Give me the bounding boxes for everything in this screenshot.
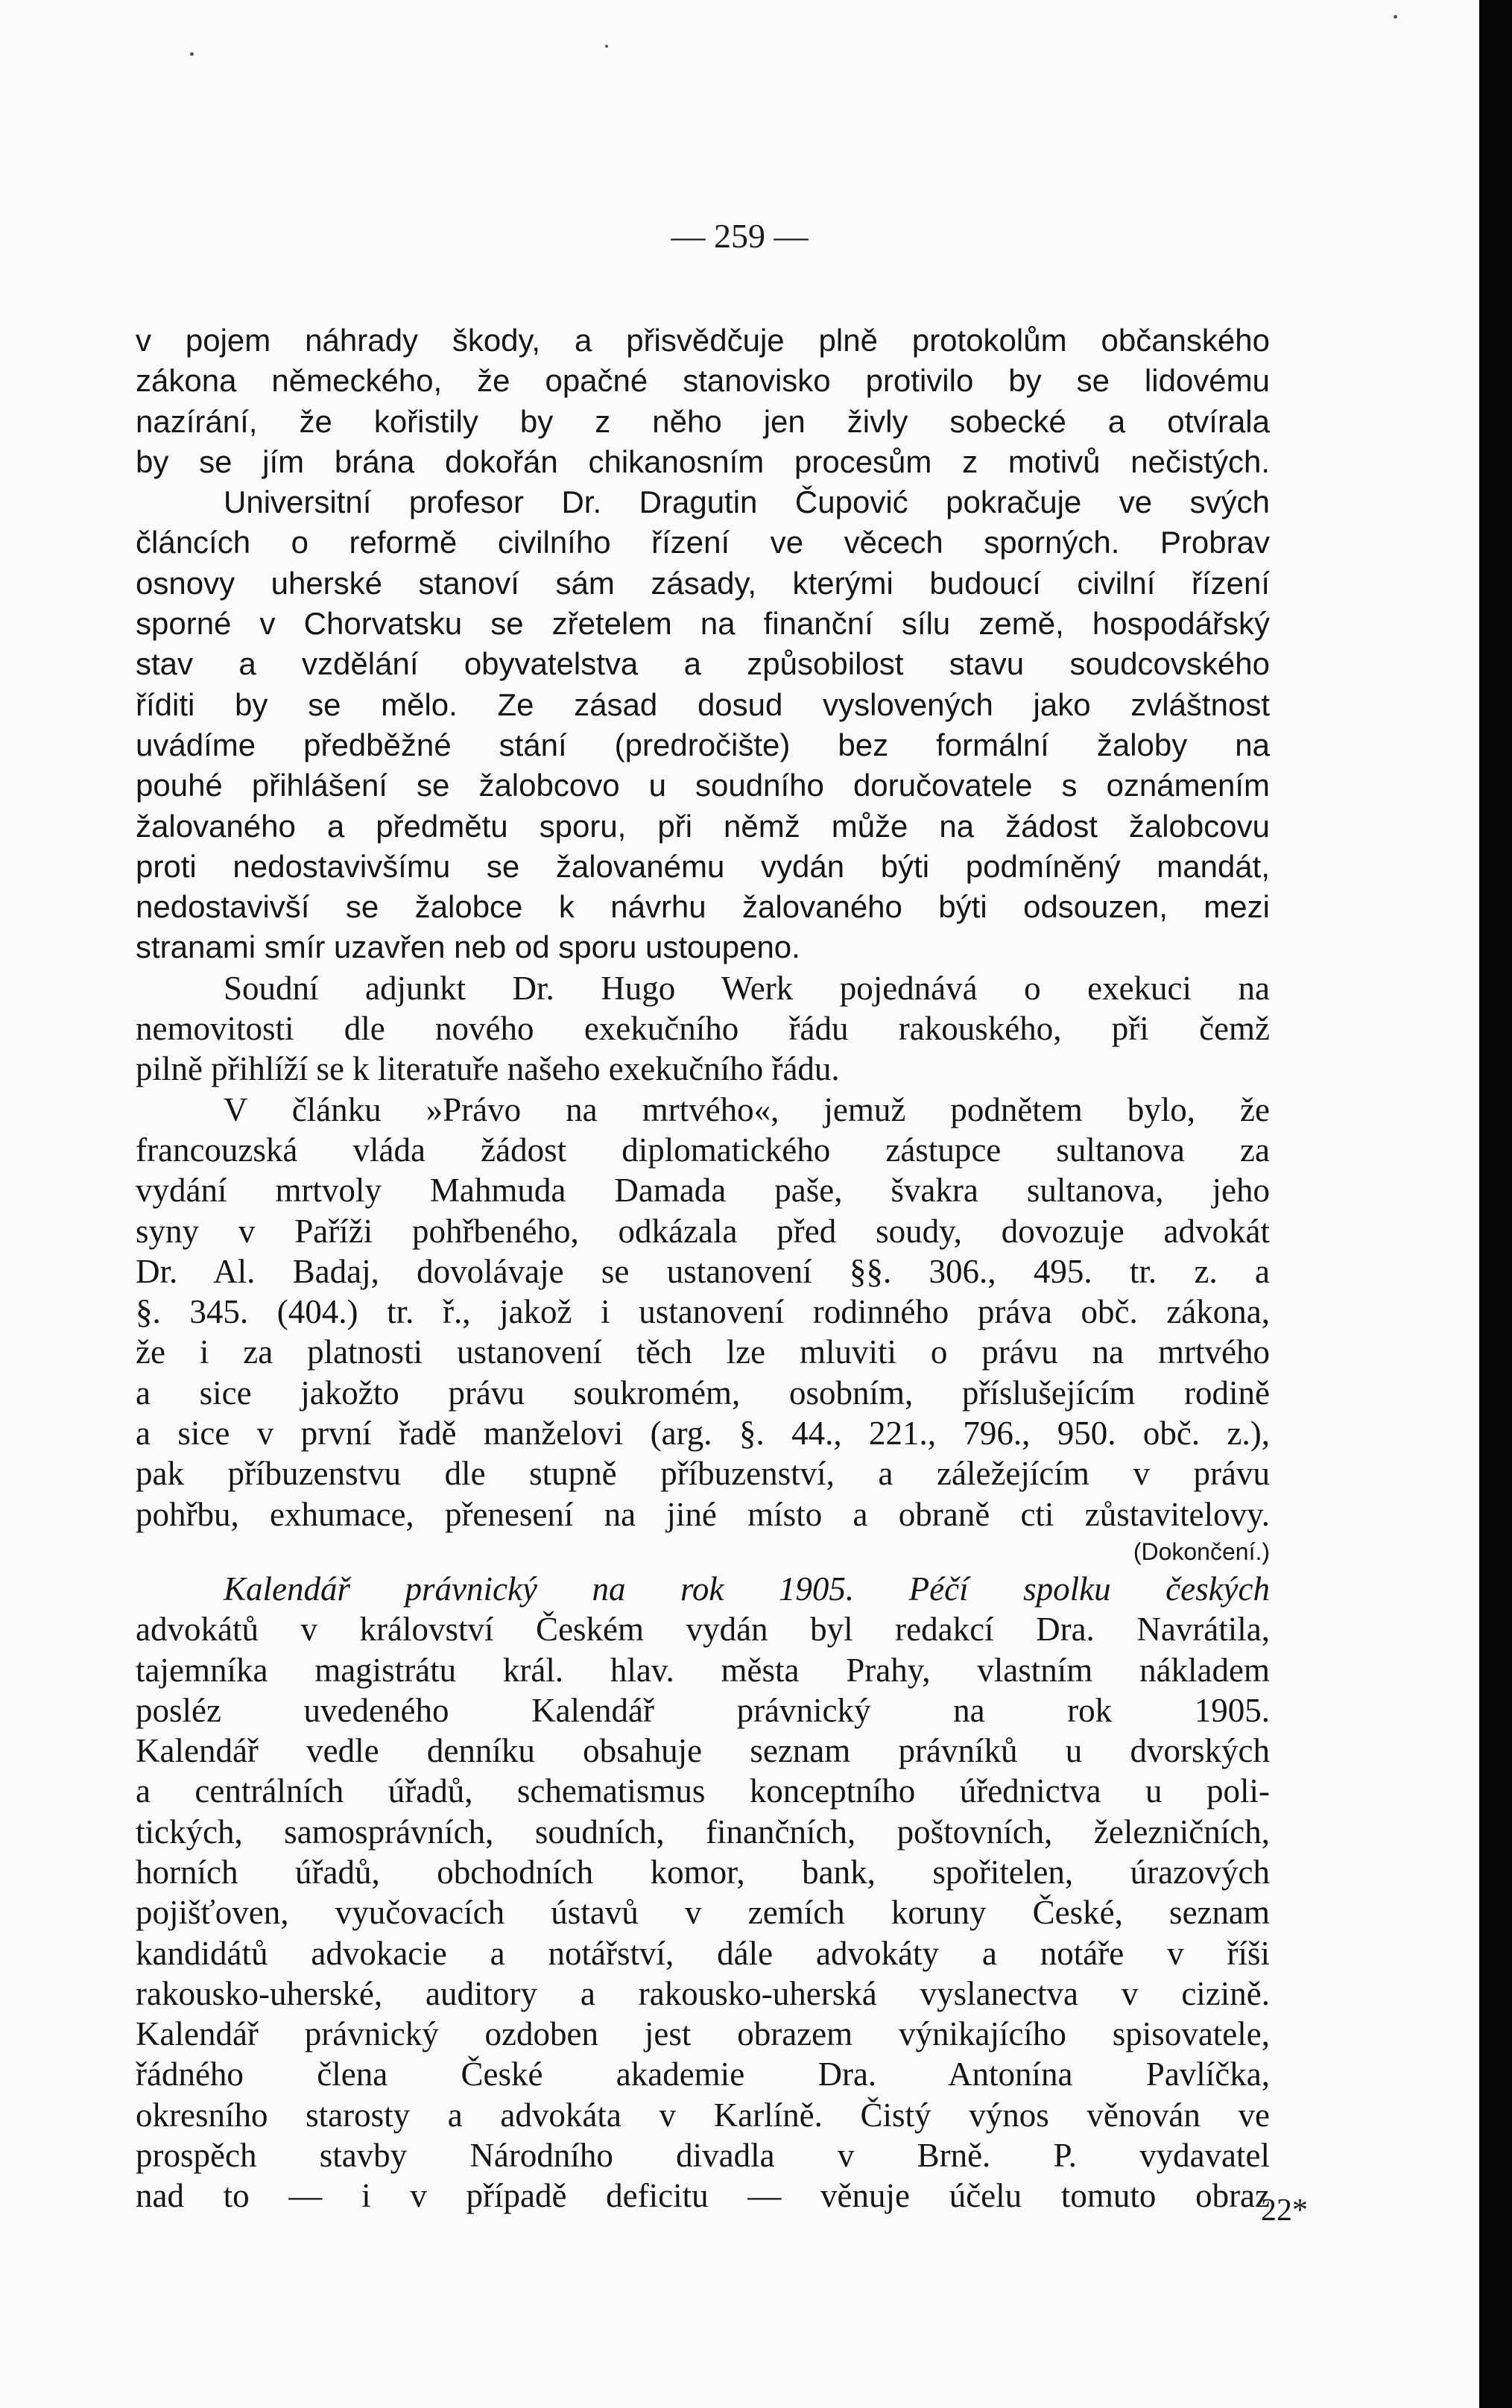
text-line: V článku »Právo na mrtvého«, jemuž podnětem bylo, že — [224, 1090, 1270, 1128]
text-line: tajemníka magistrátu král. hlav. města Prahy, vlastním nákladem — [136, 1651, 1270, 1689]
text-line: Kalendář právnický ozdoben jest obrazem výnikajícího spisovatele, — [136, 2015, 1270, 2053]
text-line: tických, samosprávních, soudních, finančních, poštovních, železničních, — [136, 1813, 1270, 1851]
scan-speck — [605, 45, 608, 48]
signature-mark: 22* — [1261, 2193, 1308, 2228]
text-line: stav a vzdělání obyvatelstva a způsobilost stavu soudcovského — [136, 646, 1270, 682]
text-line: nad to — i v případě deficitu — věnuje účelu tomuto obraz — [136, 2177, 1270, 2215]
text-line: rakousko-uherské, auditory a rakousko-uherská vyslanectva v cizině. — [136, 1974, 1270, 2012]
text-line: Soudní adjunkt Dr. Hugo Werk pojednává o exekuci na — [224, 969, 1270, 1007]
text-line: francouzská vláda žádost diplomatického zástupce sultanova za — [136, 1131, 1270, 1169]
text-line: a sice jakožto právu soukromém, osobním, příslušejícím rodině — [136, 1374, 1270, 1412]
text-line: pouhé přihlášení se žalobcovo u soudního doručovatele s oznámením — [136, 768, 1270, 803]
scan-speck — [1394, 15, 1397, 19]
text-line: zákona německého, že opačné stanovisko protivilo by se lidovému — [136, 363, 1270, 399]
text-line: prospěch stavby Národního divadla v Brně. P. vydavatel — [136, 2137, 1270, 2175]
scan-speck — [190, 52, 194, 56]
text-line: Universitní profesor Dr. Dragutin Čupović pokračuje ve svých — [224, 484, 1270, 520]
text-line: osnovy uherské stanoví sám zásady, kterými budoucí civilní řízení — [136, 565, 1270, 601]
text-line: okresního starosty a advokáta v Karlíně. Čistý výnos věnován ve — [136, 2096, 1270, 2134]
text-line: horních úřadů, obchodních komor, bank, spořitelen, úrazových — [136, 1853, 1270, 1891]
page-number-header: — 259 — — [671, 217, 809, 255]
text-line: by se jím brána dokořán chikanosním procesům z motivů nečistých. — [136, 443, 1270, 479]
text-line: Kalendář právnický na rok 1905. Péčí spolku českých — [224, 1570, 1270, 1608]
text-line: nazírání, že kořistily by z něho jen živly sobecké a otvírala — [136, 403, 1270, 439]
text-line: v pojem náhrady škody, a přisvědčuje plně protokolům občanského — [136, 323, 1270, 358]
text-line: pojišťoven, vyučovacích ústavů v zemích koruny České, seznam — [136, 1894, 1270, 1932]
text-line: že i za platnosti ustanovení těch lze mluviti o právu na mrtvého — [136, 1333, 1270, 1371]
text-line: kandidátů advokacie a notářství, dále advokáty a notáře v říši — [136, 1934, 1270, 1972]
continued-note: (Dokončení.) — [1133, 1538, 1270, 1565]
body-text — [136, 320, 1270, 2216]
text-line: syny v Paříži pohřbeného, odkázala před soudy, dovozuje advokát — [136, 1212, 1270, 1250]
text-line: nemovitosti dle nového exekučního řádu rakouského, při čemž — [136, 1010, 1270, 1048]
text-line: vydání mrtvoly Mahmuda Damada paše, švakra sultanova, jeho — [136, 1172, 1270, 1210]
text-line: nedostavivší se žalobce k návrhu žalovaného býti odsouzen, mezi — [136, 889, 1270, 925]
text-line: uvádíme předběžné stání (predročište) bez formální žaloby na — [136, 727, 1270, 762]
text-line: říditi by se mělo. Ze zásad dosud vyslovených jako zvláštnost — [136, 686, 1270, 722]
text-line: a centrálních úřadů, schematismus konceptního úřednictva u poli- — [136, 1772, 1270, 1810]
text-line: §. 345. (404.) tr. ř., jakož i ustanovení rodinného práva obč. zákona, — [136, 1293, 1270, 1331]
text-line: advokátů v království Českém vydán byl redakcí Dra. Navrátila, — [136, 1611, 1270, 1649]
text-line: sporné v Chorvatsku se zřetelem na finanční sílu země, hospodářský — [136, 606, 1270, 642]
text-line: a sice v první řadě manželovi (arg. §. 44., 221., 796., 950. obč. z.), — [136, 1415, 1270, 1453]
scan-edge — [1479, 0, 1512, 2408]
text-line: posléz uvedeného Kalendář právnický na rok 1905. — [136, 1691, 1270, 1729]
text-line: pilně přihlíží se k literatuře našeho exekučního řádu. — [136, 1050, 840, 1088]
text-line: pohřbu, exhumace, přenesení na jiné místo a obraně cti zůstavitelovy. — [136, 1495, 1270, 1533]
text-line: proti nedostavivšímu se žalovanému vydán býti podmíněný mandát, — [136, 848, 1270, 884]
text-line: pak příbuzenstvu dle stupně příbuzenství, a záležejícím v právu — [136, 1455, 1270, 1493]
text-line: stranami smír uzavřen neb od sporu ustoupeno. — [136, 929, 800, 965]
text-line: Kalendář vedle denníku obsahuje seznam právníků u dvorských — [136, 1732, 1270, 1770]
text-line: článcích o reformě civilního řízení ve věcech sporných. Probrav — [136, 525, 1270, 560]
text-line: Dr. Al. Badaj, dovolávaje se ustanovení §§. 306., 495. tr. z. a — [136, 1252, 1270, 1290]
text-line: žalovaného a předmětu sporu, při němž může na žádost žalobcovu — [136, 808, 1270, 844]
text-line: řádného člena České akademie Dra. Antonína Pavlíčka, — [136, 2055, 1270, 2093]
